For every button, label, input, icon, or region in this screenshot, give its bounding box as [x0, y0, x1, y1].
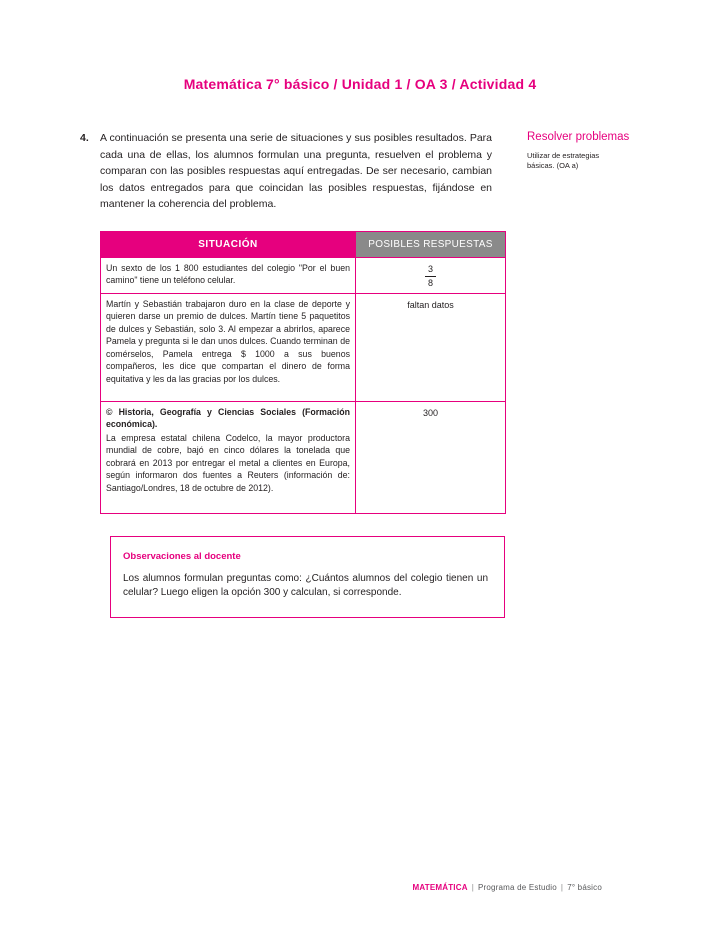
- footer-middle: Programa de Estudio: [477, 883, 557, 892]
- footer-end: 7° básico: [567, 883, 602, 892]
- activity-intro-text: A continuación se presenta una serie de situaciones y sus posibles resultados. Para cada una de ellas, los alumnos formulan una pregunta, resuelven el problema y comparan con las posibles respuestas aquí entregadas. De ser necesario, cambian los datos entregados para que coincidan las posibles respuestas, fijándose en mantener la coherencia del problema.: [100, 132, 492, 210]
- sidebar-note: Utilizar de estrategias básicas. (OA a): [527, 151, 600, 170]
- main-column: [80, 130, 505, 618]
- observaciones-title: Observaciones al docente: [123, 550, 241, 562]
- situacion-cell: Un sexto de los 1 800 estudiantes del colegio "Por el buen camino" tiene un teléfono celular.: [101, 257, 356, 293]
- situacion-cell: [101, 401, 356, 513]
- observaciones-text: Los alumnos formulan preguntas como: ¿Cuántos alumnos del colegio tienen un celular? Luego eligen la opción 300 y calculan, si corresponde.: [123, 572, 488, 598]
- table-row: [101, 401, 506, 513]
- column-header-situacion: SITUACIÓN: [101, 231, 356, 257]
- margin-sidebar: [527, 130, 637, 618]
- footer-brand: MATEMÁTICA: [412, 883, 468, 892]
- page-title: Matemática 7° básico / Unidad 1 / OA 3 / Actividad 4: [183, 76, 537, 92]
- sidebar-heading: Resolver problemas: [527, 131, 630, 143]
- observaciones-box: [110, 536, 505, 618]
- fraction-answer: [425, 264, 436, 289]
- table-header: [101, 231, 506, 257]
- column-header-posibles-respuestas: POSIBLES RESPUESTAS: [356, 231, 506, 257]
- situacion-body: La empresa estatal chilena Codelco, la mayor productora mundial de cobre, bajó en cinco dólares la tonelada que cobrará en 2013 por entregar el metal a clientes en Europa, según informaron dos fuentes a Reuters (información de: Santiago/Londres, 18 de octubre de 2012).: [106, 432, 350, 494]
- fraction-numerator: 3: [425, 264, 436, 277]
- respuesta-cell: faltan datos: [356, 293, 506, 401]
- content-area: [0, 130, 720, 618]
- table-row: [101, 293, 506, 401]
- situacion-source-title: © Historia, Geografía y Ciencias Sociales (Formación económica).: [106, 406, 350, 430]
- footer-separator: |: [471, 883, 474, 892]
- fraction-denominator: 8: [427, 277, 433, 288]
- page-footer: [413, 883, 603, 892]
- activity-number: 4.: [80, 132, 89, 144]
- footer-separator: |: [560, 883, 564, 892]
- respuesta-cell: [356, 257, 506, 293]
- respuesta-cell: 300: [356, 401, 506, 513]
- table-row: [101, 257, 506, 293]
- activity-intro: [80, 130, 505, 213]
- situacion-cell: Martín y Sebastián trabajaron duro en la clase de deporte y quieren darse un premio de dulces. Martín tiene 5 paquetitos de dulces y Sebastián, solo 3. Al empezar a abrirlos, aparece Pamela y pregunta si le dan unos dulces. Cuando terminan de comérselos, Pamela entrega $ 1000 a sus buenos compañeros, les dice que compartan el dinero de forma equitativa y les da las gracias por los dulces.: [101, 293, 356, 401]
- situaciones-table: [100, 231, 506, 514]
